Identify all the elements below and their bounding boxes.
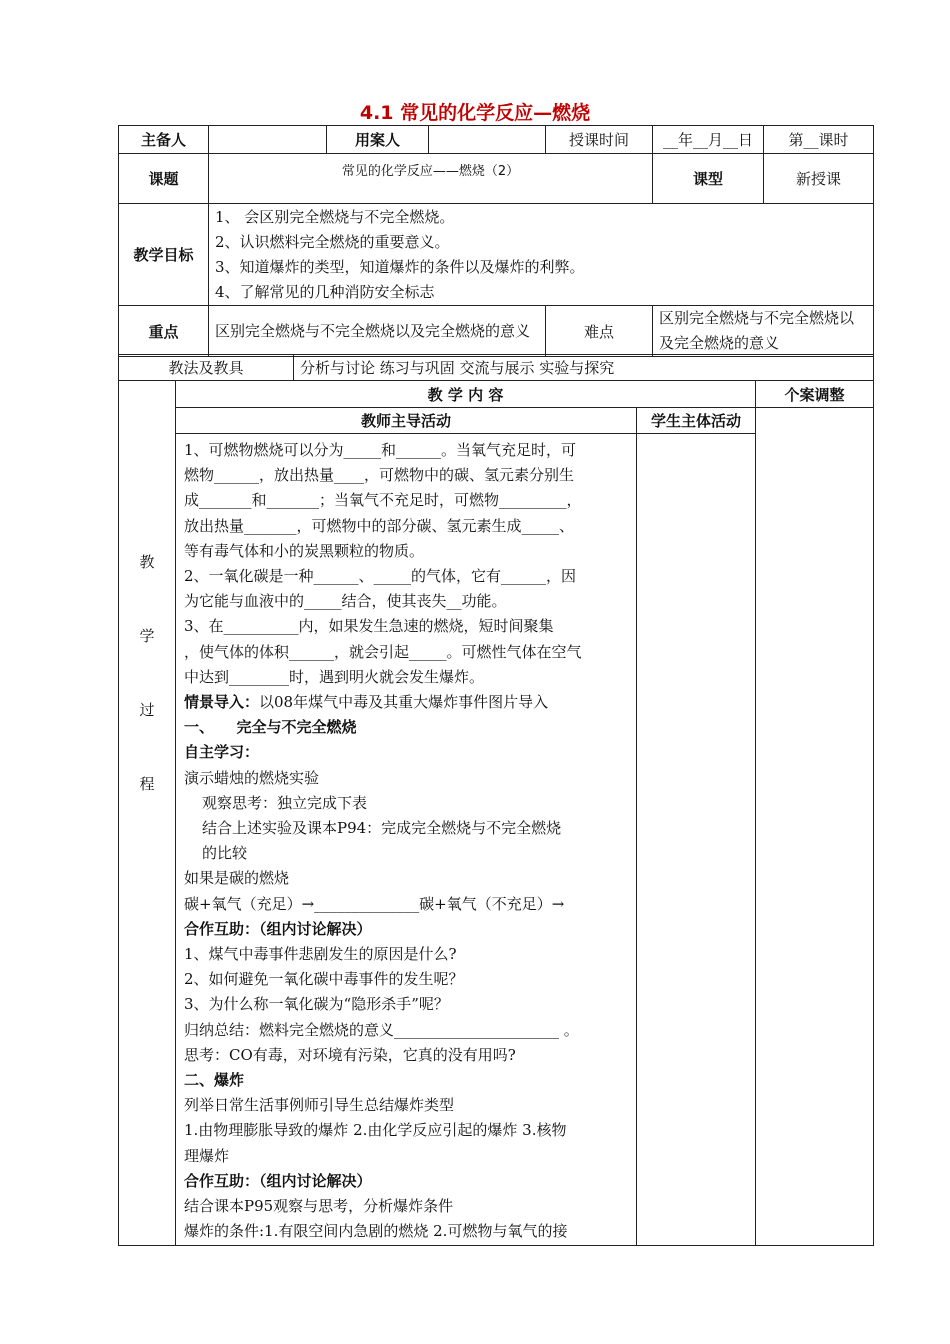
side-char: 教 [139,553,155,571]
type-label: 课型 [653,154,764,204]
content-line: 碳+氧气（充足）→______________碳+氧气（不充足）→ [184,894,565,913]
user-value [429,126,546,154]
content-line: 燃物______，放出热量____，可燃物中的碳、氢元素分别生 [184,466,575,485]
content-line: 为它能与血液中的_____结合，使其丧失__功能。 [184,592,507,611]
adjust-header: 个案调整 [756,381,874,408]
goals-label: 教学目标 [119,204,209,306]
content-line: 的比较 [202,844,248,863]
content-line: 理爆炸 [184,1146,230,1165]
content-line: 演示蜡烛的燃烧实验 [184,768,320,787]
process-table [118,380,874,1246]
content-line: 等有毒气体和小的炭黑颗粒的物质。 [184,541,425,560]
difficulty-label: 难点 [546,306,653,357]
content-header: 教 学 内 容 [176,381,756,408]
goal-item: 1、 会区别完全燃烧与不完全燃烧。 [215,207,455,226]
content-line: 3、为什么称一氧化碳为“隐形杀手”呢？ [184,995,449,1014]
topic-label: 课题 [119,154,209,204]
period-value: 第__课时 [764,126,874,154]
goal-item: 2、认识燃料完全燃烧的重要意义。 [215,232,450,251]
goal-item: 3、知道爆炸的类型，知道爆炸的条件以及爆炸的利弊。 [215,257,585,276]
lesson-info-table [118,125,874,357]
teacher-header: 教师主导活动 [176,408,637,434]
content-line: 思考：CO有毒，对环境有污染，它真的没有用吗? [184,1045,516,1064]
content-line: 1.由物理膨胀导致的爆炸 2.由化学反应引起的爆炸 3.核物 [184,1121,567,1140]
method-value: 分析与讨论 练习与巩固 交流与展示 实验与探究 [294,355,874,381]
content-line: 3、在__________内，如果发生急速的燃烧，短时间聚集 [184,617,554,636]
content-line: 如果是碳的燃烧 [184,869,290,888]
content-line: 二、爆炸 [184,1071,245,1090]
content-line: 情景导入：以08年煤气中毒及其重大爆炸事件图片导入 [184,693,549,712]
student-activity-content [637,434,756,1246]
content-line: 结合课本P95观察与思考，分析爆炸条件 [184,1197,454,1216]
adjust-cell [756,408,874,1246]
content-line: 归纳总结：燃料完全燃烧的意义______________________ 。 [184,1020,579,1039]
side-char: 学 [139,627,155,645]
content-line: 结合上述实验及课本P94：完成完全燃烧与不完全燃烧 [202,819,562,838]
content-line: 合作互助：（组内讨论解决） [184,919,372,938]
content-line: 列举日常生活事例师引导生总结爆炸类型 [184,1096,455,1115]
topic-value: 常见的化学反应——燃烧（2） [209,154,653,204]
content-line: 2、一氧化碳是一种______、_____的气体，它有______，因 [184,567,577,586]
content-line: 合作互助：（组内讨论解决） [184,1171,372,1190]
difficulty-value: 区别完全燃烧与不完全燃烧以及完全燃烧的意义 [653,306,874,357]
preparer-value [209,126,327,154]
content-line: 放出热量_______，可燃物中的部分碳、氢元素生成_____、 [184,516,575,535]
goal-item: 4、了解常见的几种消防安全标志 [215,282,435,301]
document-title: 4.1 常见的化学反应—燃烧 [359,102,591,124]
key-label: 重点 [119,306,209,357]
teacher-activity-content [176,434,637,1246]
method-label: 教法及教具 [119,355,294,381]
content-line: 爆炸的条件:1.有限空间内急剧的燃烧 2.可燃物与氧气的接 [184,1222,568,1241]
content-line-lead: 情景导入： [184,693,260,712]
method-table [118,354,874,381]
content-line: ，使气体的体积______，就会引起_____。可燃性气体在空气 [184,642,582,661]
content-line: 自主学习： [184,743,260,762]
content-line: 观察思考：独立完成下表 [202,793,368,812]
process-side-label [119,381,176,1246]
type-value: 新授课 [764,154,874,204]
user-label: 用案人 [327,126,429,154]
key-value: 区别完全燃烧与不完全燃烧以及完全燃烧的意义 [209,306,546,357]
student-header: 学生主体活动 [637,408,756,434]
content-line: 一、 完全与不完全燃烧 [184,718,357,737]
date-value: __年__月__日 [653,126,764,154]
time-label: 授课时间 [546,126,653,154]
side-char: 程 [139,775,155,793]
content-line: 1、可燃物燃烧可以分为_____和______。当氧气充足时，可 [184,441,577,459]
content-line: 2、如何避免一氧化碳中毒事件的发生呢？ [184,970,464,989]
content-line: 中达到________时，遇到明火就会发生爆炸。 [184,667,485,686]
content-line: 成_______和_______；当氧气不充足时，可燃物_________， [184,491,582,510]
side-char: 过 [139,701,155,719]
content-line: 1、煤气中毒事件悲剧发生的原因是什么? [184,945,457,964]
preparer-label: 主备人 [119,126,209,154]
goals-list [209,204,874,306]
